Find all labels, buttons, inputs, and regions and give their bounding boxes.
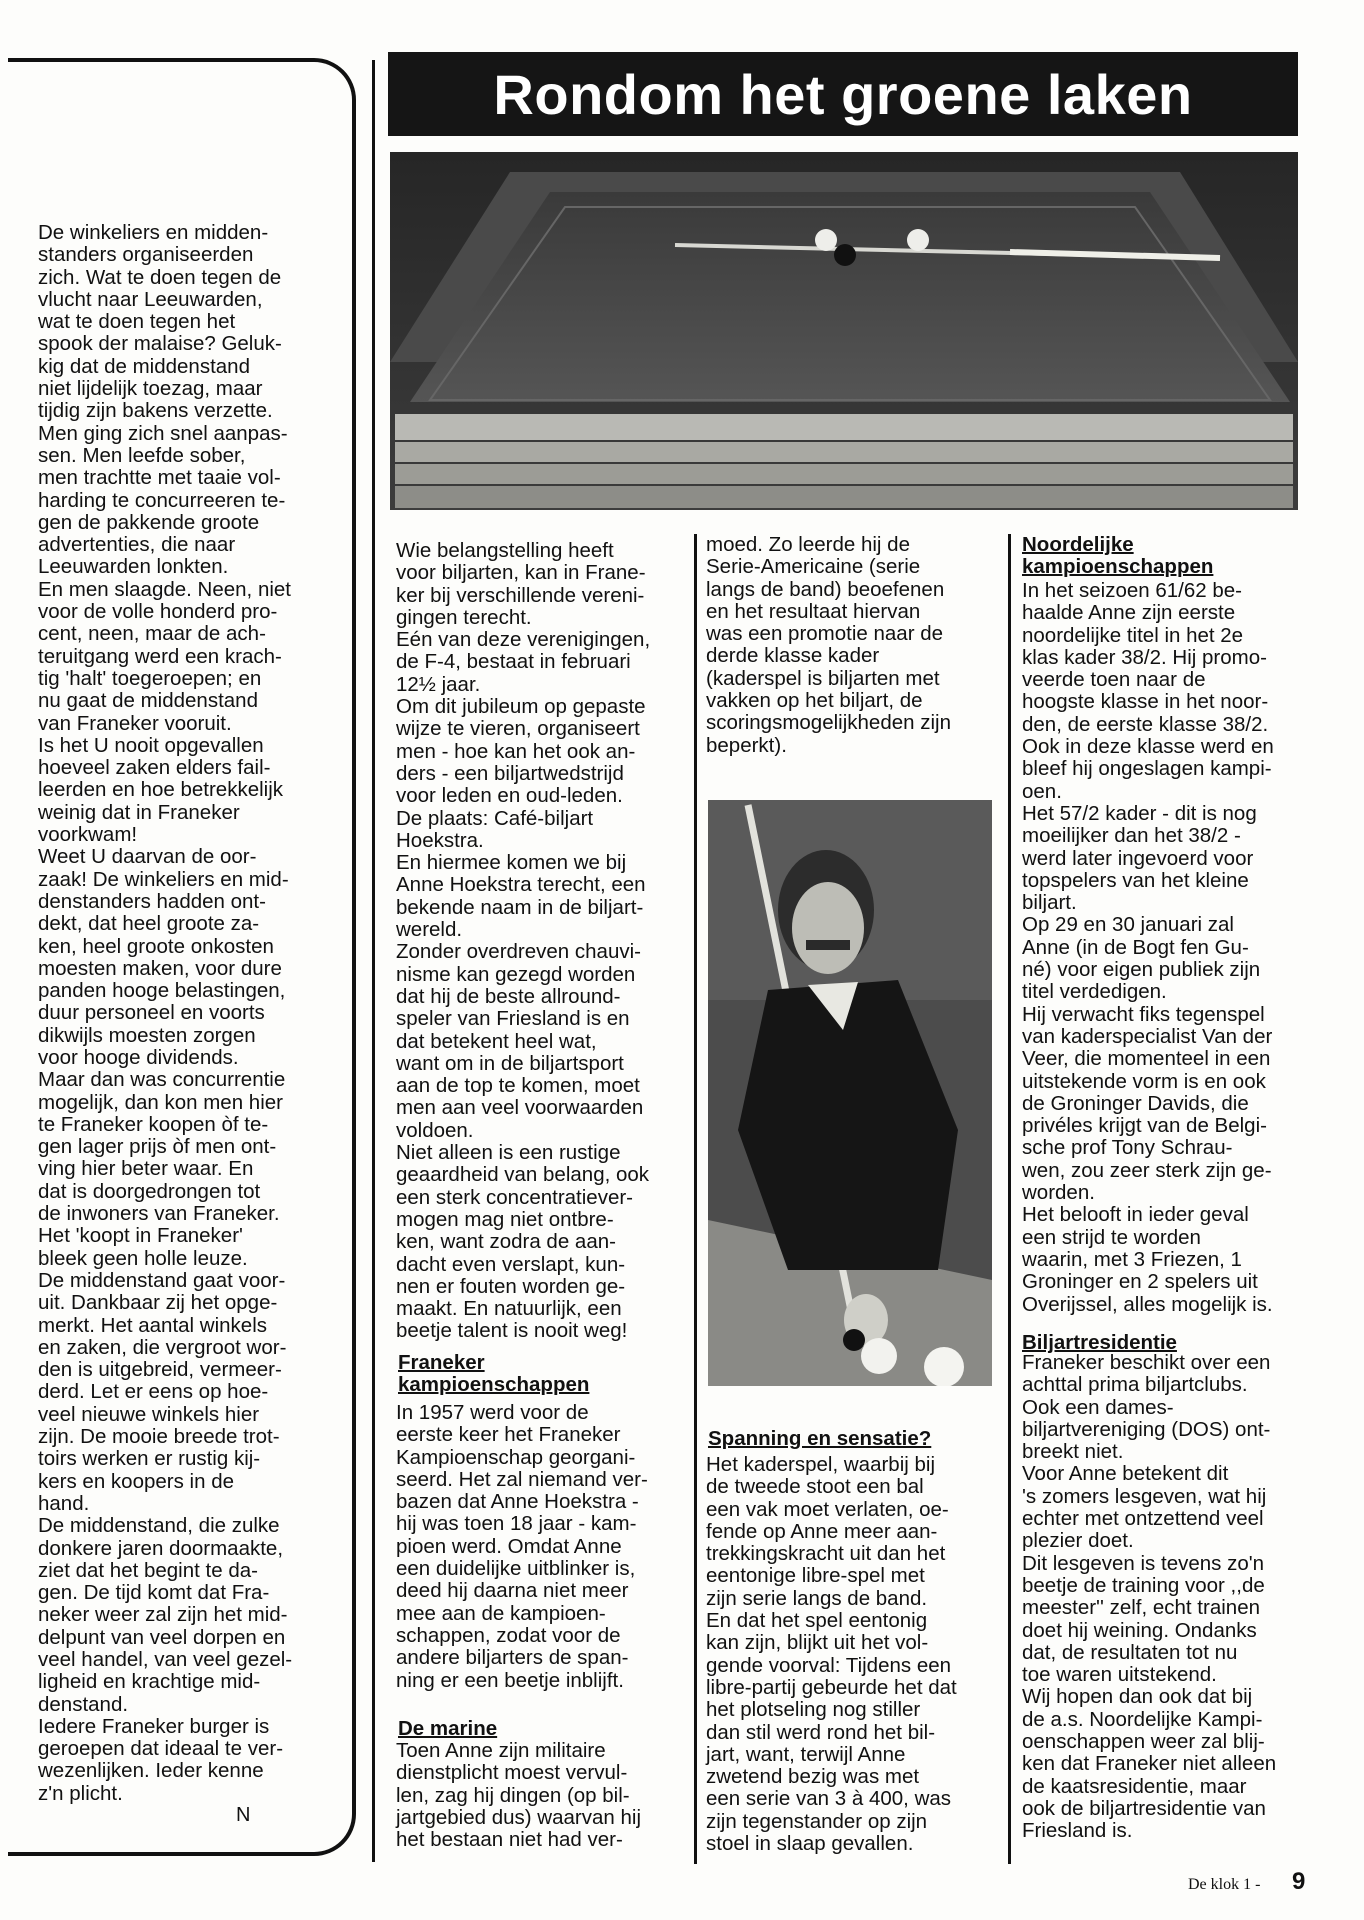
article-column2-spanning: Het kaderspel, waarbij bij de tweede stoot een bal een vak moet verlaten, oe- fende op Anne meer aan- trekkingskracht uit dan het eentonige libre-spel met zijn serie langs de band. En dat het spel eentonig kan zijn, blijkt uit het vol- gende voorval: Tijdens een libre-partij gebeurde het dat het plotseling nog stiller dan stil werd rond het bil- jart, want, terwijl Anne zwetend bezig was met een serie van 3 à 400, was zijn tegenstander op zijn stoel in slaap gevallen. (706, 1453, 957, 1856)
article-column2-intro: moed. Zo leerde hij de Serie-Americaine (serie langs de band) beoefenen en het resultaat hiervan was een promotie naar de derde klasse kader (kaderspel is biljarten met vakken op het biljart, de scoringsmogelijkheden zijn beperkt). (706, 533, 951, 757)
footer-magazine-name: De klok 1 - (1188, 1876, 1261, 1893)
billiard-table-photo (390, 152, 1298, 510)
heading-spanning-en-sensatie: Spanning en sensatie? (708, 1427, 932, 1450)
heading-de-marine: De marine (398, 1717, 498, 1740)
article-column3-noordelijke: In het seizoen 61/62 be- haalde Anne zijn eerste noordelijke titel in het 2e klas kader 38/2. Hij promo- veerde toen naar de hoogste klasse in het noor- den, de eerste klasse 38/2. Ook in deze klasse werd en bleef hij ongeslagen kampi- oen. Het 57/2 kader - dit is nog moeilijker dan het 38/2 - werd later ingevoerd voor topspelers van het kleine biljart. Op 29 en 30 januari zal Anne (in de Bogt fen Gu- né) voor eigen publiek zijn titel verdedigen. Hij verwacht fiks tegenspel van kaderspecialist Van der Veer, die momenteel in een uitstekende vorm is en ook de Groninger Davids, die privéles krijgt van de Belgi- sche prof Tony Schrau- wen, zou zeer sterk zijn ge- worden. Het belooft in ieder geval een strijd te worden waarin, met 3 Friezen, 1 Groninger en 2 spelers uit Overijssel, alles mogelijk is. (1022, 579, 1274, 1316)
column-divider-3 (1008, 534, 1011, 1864)
heading-noordelijke-kampioenschappen: Noordelijke kampioenschappen (1022, 533, 1214, 578)
column-divider-1 (372, 60, 375, 1862)
player-photo (708, 800, 992, 1386)
article-column1-franeker: In 1957 werd voor de eerste keer het Franeker Kampioenschap georgani- seerd. Het zal niemand ver- bazen dat Anne Hoekstra - hij was toen 18 jaar - kam- pioen werd. Omdat Anne een duidelijke uitblinker is, deed hij daarna niet meer mee aan de kampioen- schappen, zodat voor de andere biljarters de span- ning er een beetje inblijft. (396, 1401, 648, 1692)
heading-biljartresidentie: Biljartresidentie (1022, 1331, 1177, 1354)
article-column1-intro: Wie belangstelling heeft voor biljarten, kan in Frane- ker bij verschillende vereni- gingen terecht. Eén van deze verenigingen, de F-4, bestaat in februari 12½ jaar. Om dit jubileum op gepaste wijze te vieren, organiseert men - hoe kan het ook an- ders - een biljartwedstrijd voor leden en oud-leden. De plaats: Café-biljart Hoekstra. En hiermee komen we bij Anne Hoekstra terecht, een bekende naam in de biljart- wereld. Zonder overdreven chauvi- nisme kan gezegd worden dat hij de beste allround- speler van Friesland is en dat betekent heel wat, want om in de biljartsport aan de top te komen, moet men aan veel voorwaarden voldoen. Niet alleen is een rustige geaardheid van belang, ook een sterk concentratiever- mogen mag niet ontbre- ken, want zodra de aan- dacht even verslapt, kun- nen er fouten worden ge- maakt. En natuurlijk, een beetje talent is nooit weg! (396, 539, 651, 1343)
heading-franeker-kampioenschappen: Franeker kampioenschappen (398, 1351, 590, 1396)
sidebar-article-text: De winkeliers en midden- standers organiseerden zich. Wat te doen tegen de vlucht naar Leeuwarden, wat te doen tegen het spook der malaise? Geluk- kig dat de middenstand niet lijdelijk toezag, maar tijdig zijn bakens verzette. Men ging zich snel aanpas- sen. Men leefde sober, men trachtte met taaie vol- harding te concurreeren te- gen de pakkende groote advertenties, die naar Leeuwarden lonkten. En men slaagde. Neen, niet voor de volle honderd pro- cent, neen, maar de ach- teruitgang werd een krach- tig 'halt' toegeroepen; en nu gaat de middenstand van Franeker vooruit. Is het U nooit opgevallen hoeveel zaken elders fail- leerden en hoe betrekkelijk weinig dat in Franeker voorkwam! Weet U daarvan de oor- zaak! De winkeliers en mid- denstanders hadden ont- dekt, dat heel groote za- ken, heel groote onkosten moesten maken, voor dure panden hooge belastingen, duur personeel en voorts dikwijls moesten zorgen voor hooge dividends. Maar dan was concurrentie mogelijk, dan kon men hier te Franeker koopen òf te- gen lager prijs òf men ont- ving hier beter waar. En dat is doorgedrongen tot de inwoners van Franeker. Het 'koopt in Franeker' bleek geen holle leuze. De middenstand gaat voor- uit. Dankbaar zij het opge- merkt. Het aantal winkels en zaken, die vergroot wor- den is uitgebreid, vermeer- derd. Let er eens op hoe- veel nieuwe winkels hier zijn. De mooie breede trot- toirs werken er rustig kij- kers en koopers in de hand. De middenstand, die zulke donkere jaren doormaakte, ziet dat het begint te da- gen. De tijd komt dat Fra- neker weer zal zijn het mid- delpunt van veel dorpen en veel handel, van veel gezel- ligheid en krachtige mid- denstand. Iedere Franeker burger is geroepen dat ideaal te ver- wezenlijken. Ieder kenne z'n plicht. (38, 221, 293, 1805)
title-banner (388, 52, 1298, 136)
article-column3-biljartresidentie: Franeker beschikt over een achttal prima biljartclubs. Ook een dames- biljartvereniging (DOS) ont- breekt niet. Voor Anne betekent dit 's zomers lesgeven, wat hij echter met ontzettend veel plezier doet. Dit lesgeven is tevens zo'n beetje de training voor ,,de meester'' zelf, echt trainen doet hij weining. Ondanks dat, de resultaten tot nu toe waren uitstekend. Wij hopen dan ook dat bij de a.s. Noordelijke Kampi- oenschappen weer zal blij- ken dat Franeker niet alleen de kaatsresidentie, maar ook de biljartresidentie van Friesland is. (1022, 1351, 1277, 1843)
column-divider-2 (694, 534, 697, 1864)
page-title: Rondom het groene laken (493, 62, 1193, 126)
article-column1-marine: Toen Anne zijn militaire dienstplicht moest vervul- len, zag hij dingen (op bil- jartgebied dus) waarvan hij het bestaan niet had ver- (396, 1739, 641, 1852)
sidebar-signoff: N (236, 1804, 251, 1826)
page-number: 9 (1292, 1868, 1306, 1895)
